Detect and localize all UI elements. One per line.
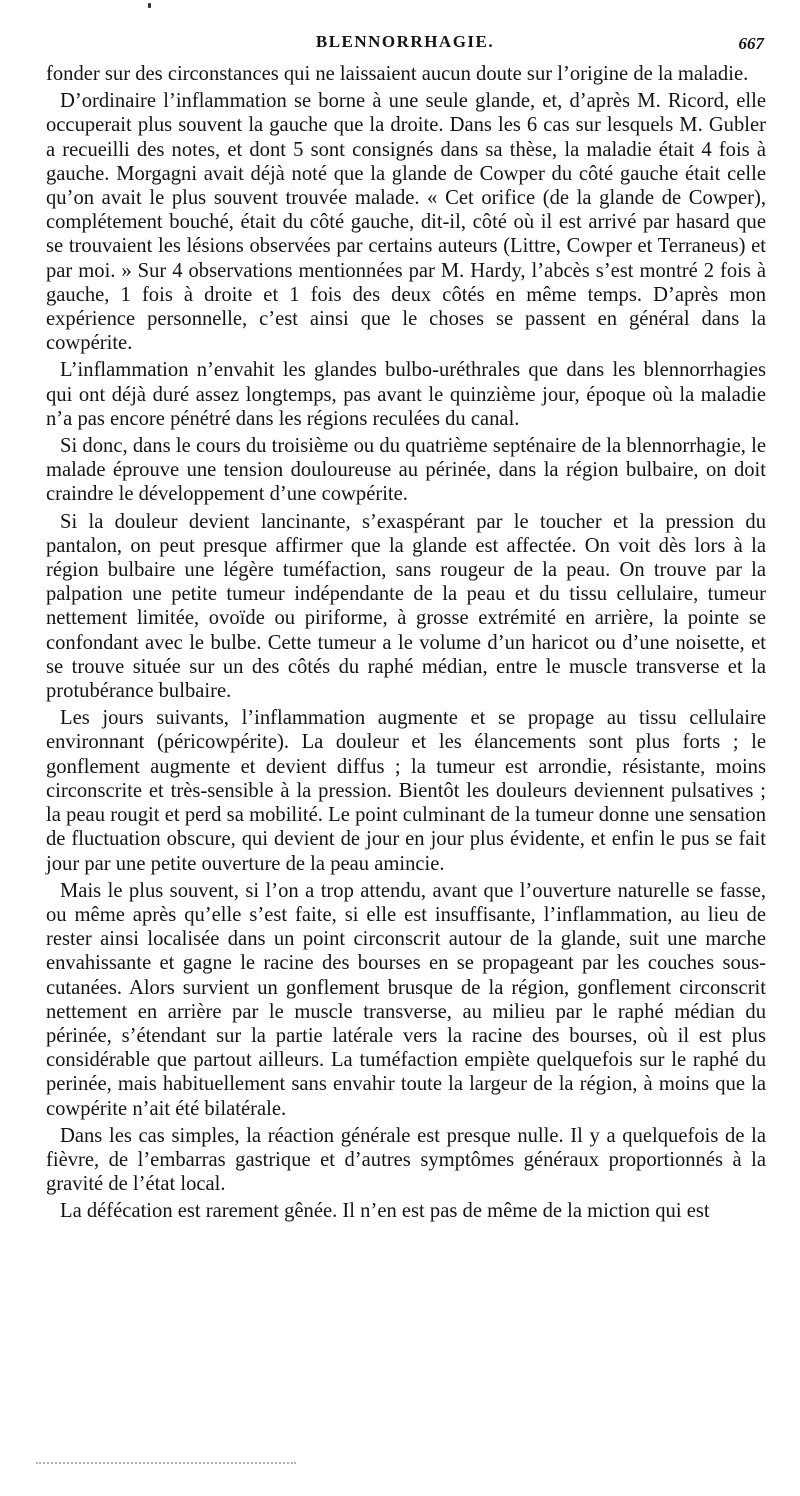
paragraph: Mais le plus souvent, si l’on a trop attendu, avant que l’ouverture naturelle se fasse, ou même après qu’elle s’est faite, si elle est insuffisante, l’inflammation, au lieu de rester ainsi localisée dans un point circonscrit autour de la glande, suit une marche envahissante et gagne le racine des bourses en se propageant par les couches sous-cutanées. Alors survient un gonflement brusque de la région, gonflement circonscrit nettement en arrière par le muscle transverse, au milieu par le raphé médian du périnée, s’étendant sur la partie latérale vers la racine des bourses, où il est plus considérable que partout ailleurs. La tuméfaction empiète quelquefois sur le raphé du perinée, mais habituellement sans envahir toute la largeur de la région, à moins que la cowpérite n’ait été bilatérale.	[46, 879, 766, 1120]
paragraph: L’inflammation n’envahit les glandes bulbo-uréthrales que dans les blennorrhagies qui ont déjà duré assez longtemps, pas avant le quinzième jour, époque où la maladie n’a pas encore pénétré dans les régions reculées du canal.	[46, 359, 766, 430]
footer-dotted-rule	[36, 1462, 296, 1464]
paragraph: D’ordinaire l’inflammation se borne à une seule glande, et, d’après M. Ricord, elle occuperait plus souvent la gauche que la droite. Dans les 6 cas sur lesquels M. Gubler a recueilli des notes, et dont 5 sont consignés dans sa thèse, la maladie était 4 fois à gauche. Morgagni avait déjà noté que la glande de Cowper du côté gauche était celle qu’on avait le plus souvent trouvée malade. « Cet orifice (de la glande de Cowper), complétement bouché, était du côté gauche, dit-il, côté où il est arrivé par hasard que se trouvaient les lésions observées par certains auteurs (Littre, Cowper et Terraneus) et par moi. » Sur 4 observations mentionnées par M. Hardy, l’abcès s’est montré 2 fois à gauche, 1 fois à droite et 1 fois des deux côtés en même temps. D’après mon expérience personnelle, c’est ainsi que le choses se passent en général dans la cowpérite.	[46, 90, 766, 355]
paragraph: Les jours suivants, l’inflammation augmente et se propage au tissu cellulaire environnant (péricowpérite). La douleur et les élancements sont plus forts ; le gonflement augmente et devient diffus ; la tumeur est arrondie, résistante, moins circonscrite et très-sensible à la pression. Bientôt les douleurs deviennent pulsatives ; la peau rougit et perd sa mobilité. Le point culminant de la tumeur donne une sensation de fluctuation obscure, qui devient de jour en jour plus évidente, et enfin le pus se fait jour par une petite ouverture de la peau amincie.	[46, 707, 766, 875]
paragraph: Si donc, dans le cours du troisième ou du quatrième septénaire de la blennorrhagie, le malade éprouve une tension douloureuse au périnée, dans la région bulbaire, on doit craindre le développement d’une cowpérite.	[46, 435, 766, 506]
body-text	[46, 62, 766, 1227]
paragraph-continuation: fonder sur des circonstances qui ne laissaient aucun doute sur l’origine de la maladie.	[46, 63, 749, 85]
running-title: BLENNORRHAGIE.	[315, 32, 495, 51]
page-number: 667	[738, 34, 764, 53]
paragraph: Dans les cas simples, la réaction générale est presque nulle. Il y a quelquefois de la fièvre, de l’embarras gastrique et d’autres symptômes généraux proportionnés à la gravité de l’état local.	[46, 1124, 766, 1196]
ink-speck	[148, 3, 151, 8]
paragraph: La défécation est rarement gênée. Il n’en est pas de même de la miction qui est	[60, 1200, 710, 1223]
page-header	[46, 32, 764, 60]
paragraph: Si la douleur devient lancinante, s’exaspérant par le toucher et la pression du pantalon, on peut presque affirmer que la glande est affectée. On voit dès lors à la région bulbaire une légère tuméfaction, sans rougeur de la peau. On trouve par la palpation une petite tumeur indépendante de la peau et du tissu cellulaire, tumeur nettement limitée, ovoïde ou piriforme, à grosse extrémité en arrière, la pointe se confondant avec le bulbe. Cette tumeur a le volume d’un haricot ou d’une noisette, et se trouve située sur un des côtés du raphé médian, entre le muscle transverse et la protubérance bulbaire.	[46, 510, 766, 703]
